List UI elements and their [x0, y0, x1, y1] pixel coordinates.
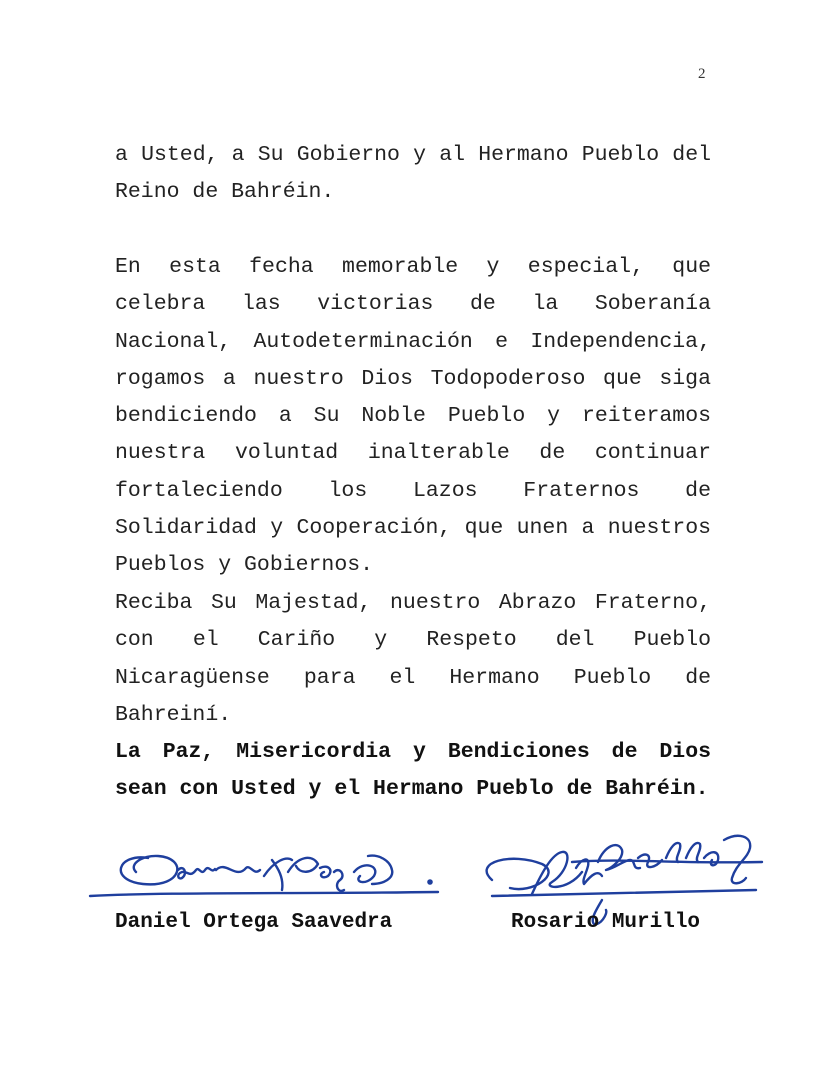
letter-paragraph: a Usted, a Su Gobierno y al Hermano Pueblo del Reino de Bahréin.	[115, 143, 711, 205]
signatory-name: Rosario Murillo	[511, 911, 701, 934]
page-number: 2	[698, 66, 706, 82]
letter-paragraph: Reciba Su Majestad, nuestro Abrazo Fraterno, con el Cariño y Respeto del Pueblo Nicaragüense para el Hermano Pueblo de Bahreiní.	[115, 591, 711, 727]
signatory-name: Daniel Ortega Saavedra	[115, 911, 393, 934]
signature-daniel-ortega	[88, 838, 448, 908]
letter-paragraph: En esta fecha memorable y especial, que celebra las victorias de la Soberanía Nacional, Autodeterminación e Independencia, rogamos a nuestro Dios Todopoderoso que siga bendiciendo a Su Noble Pueblo y reiteramos nuestra voluntad inalterable de continuar fortaleciendo los Lazos Fraternos de Solidaridad y Cooperación, que unen a nuestros Pueblos y Gobiernos.	[115, 255, 711, 578]
closing-blessing: La Paz, Misericordia y Bendiciones de Dios sean con Usted y el Hermano Pueblo de Bahréin.	[115, 740, 711, 802]
